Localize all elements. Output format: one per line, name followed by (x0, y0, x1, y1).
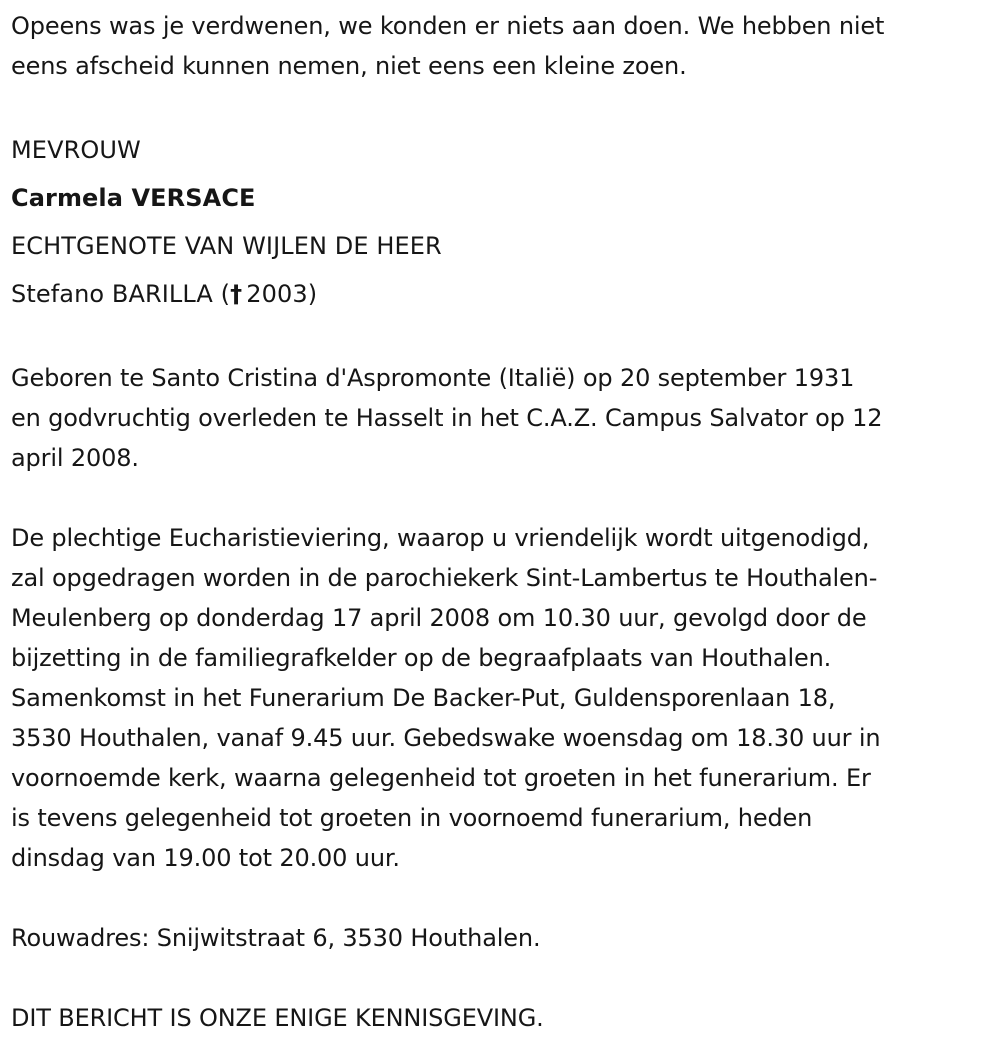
ceremony-line-4: bijzetting in de familiegrafkelder op de begraafplaats van Houthalen. (11, 644, 832, 672)
intro-line-1: Opeens was je verdwenen, we konden er niets aan doen. We hebben niet (11, 12, 885, 40)
spacer (11, 878, 996, 918)
spouse-name: Stefano BARILLA ( (11, 280, 231, 308)
intro-line-2: eens afscheid kunnen nemen, niet eens een kleine zoen. (11, 52, 687, 80)
ceremony-line-9: dinsdag van 19.00 tot 20.00 uur. (11, 844, 400, 872)
ceremony-line-8: is tevens gelegenheid tot groeten in voornoemd funerarium, heden (11, 804, 813, 832)
birth-death-paragraph (11, 358, 996, 478)
spacer (11, 478, 996, 518)
cross-icon: † (230, 280, 243, 308)
spouse-line (11, 270, 996, 318)
deceased-name: Carmela VERSACE (11, 184, 256, 212)
ceremony-line-3: Meulenberg op donderdag 17 april 2008 om 10.30 uur, gevolgd door de (11, 604, 867, 632)
ceremony-paragraph (11, 518, 996, 878)
salutation: MEVROUW (11, 136, 141, 164)
relation-text: ECHTGENOTE VAN WIJLEN DE HEER (11, 232, 442, 260)
birth-death-line-3: april 2008. (11, 444, 139, 472)
mourning-address: Rouwadres: Snijwitstraat 6, 3530 Houthalen. (11, 924, 541, 952)
ceremony-line-2: zal opgedragen worden in de parochiekerk Sint-Lambertus te Houthalen- (11, 564, 878, 592)
intro-paragraph (11, 6, 996, 86)
spouse-death-year: 2003) (246, 280, 318, 308)
ceremony-line-1: De plechtige Eucharistieviering, waarop u vriendelijk wordt uitgenodigd, (11, 524, 870, 552)
closing-statement: DIT BERICHT IS ONZE ENIGE KENNISGEVING. (11, 1004, 544, 1032)
ceremony-line-6: 3530 Houthalen, vanaf 9.45 uur. Gebedswake woensdag om 18.30 uur in (11, 724, 881, 752)
spacer (11, 318, 996, 358)
ceremony-line-5: Samenkomst in het Funerarium De Backer-Put, Guldensporenlaan 18, (11, 684, 836, 712)
spacer (11, 86, 996, 126)
death-notice (11, 6, 996, 1038)
person-block (11, 126, 996, 318)
birth-death-line-1: Geboren te Santo Cristina d'Aspromonte (Italië) op 20 september 1931 (11, 364, 855, 392)
spacer (11, 958, 996, 998)
ceremony-line-7: voornoemde kerk, waarna gelegenheid tot groeten in het funerarium. Er (11, 764, 871, 792)
birth-death-line-2: en godvruchtig overleden te Hasselt in het C.A.Z. Campus Salvator op 12 (11, 404, 883, 432)
